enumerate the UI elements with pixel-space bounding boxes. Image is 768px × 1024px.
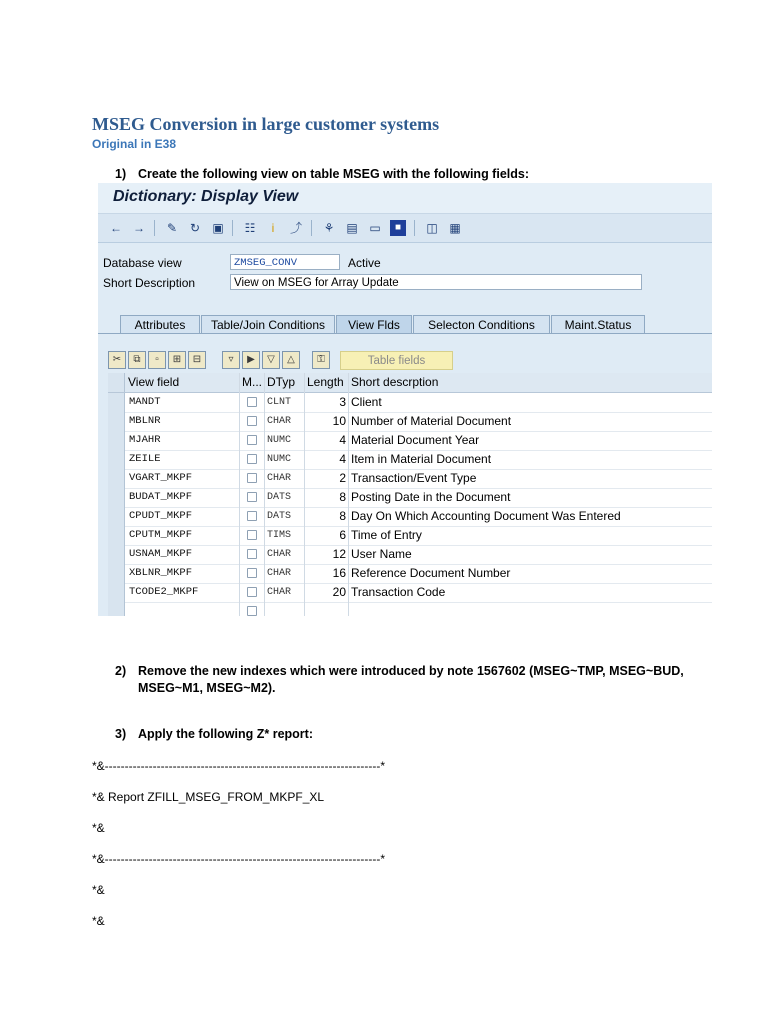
column-divider bbox=[348, 373, 349, 616]
maintenance-checkbox[interactable] bbox=[247, 530, 257, 540]
column-divider bbox=[304, 373, 305, 616]
maintenance-checkbox[interactable] bbox=[247, 473, 257, 483]
step-number: 1) bbox=[115, 167, 127, 181]
window-title: Dictionary: Display View bbox=[113, 188, 299, 205]
table-row[interactable] bbox=[108, 393, 712, 413]
view-field-cell[interactable] bbox=[125, 602, 239, 616]
object-icon[interactable]: ▣ bbox=[212, 221, 224, 235]
data-type-cell: CHAR bbox=[267, 549, 292, 560]
short-description-field[interactable]: View on MSEG for Array Update bbox=[230, 274, 642, 290]
length-cell: 4 bbox=[339, 452, 346, 466]
maintenance-checkbox[interactable] bbox=[247, 511, 257, 521]
length-cell: 4 bbox=[339, 433, 346, 447]
back-arrow-icon[interactable]: ← bbox=[110, 221, 122, 235]
table-row[interactable] bbox=[108, 469, 712, 489]
code-line: *& Report ZFILL_MSEG_FROM_MKPF_XL bbox=[92, 790, 325, 804]
view-field-cell[interactable]: MANDT bbox=[129, 396, 161, 408]
application-toolbar bbox=[98, 214, 712, 243]
toolbar-separator bbox=[414, 220, 415, 236]
table-row[interactable] bbox=[108, 583, 712, 603]
view-field-cell[interactable]: ZEILE bbox=[129, 453, 161, 465]
length-cell: 8 bbox=[339, 509, 346, 523]
data-type-cell: CLNT bbox=[267, 397, 292, 408]
copy-icon[interactable]: ⧉ bbox=[128, 351, 146, 369]
window-title-bar bbox=[98, 183, 712, 214]
table-row[interactable] bbox=[108, 450, 712, 470]
column-divider bbox=[239, 373, 240, 616]
grid-header bbox=[108, 373, 712, 393]
document-subtitle: Original in E38 bbox=[92, 137, 177, 151]
row-selector[interactable] bbox=[108, 583, 125, 602]
edit-icon[interactable]: ✎ bbox=[166, 221, 178, 235]
sap-view-screenshot bbox=[98, 183, 712, 616]
view-status: Active bbox=[348, 256, 381, 270]
short-description-cell: Client bbox=[351, 395, 382, 409]
select-all-cell[interactable] bbox=[108, 373, 125, 392]
length-cell: 3 bbox=[339, 395, 346, 409]
tab-table-join-conditions[interactable]: Table/Join Conditions bbox=[201, 315, 335, 334]
column-header-m[interactable]: M... bbox=[242, 375, 262, 389]
table-row[interactable] bbox=[108, 545, 712, 565]
maintenance-checkbox[interactable] bbox=[247, 435, 257, 445]
insert-row-icon[interactable]: ⊞ bbox=[168, 351, 186, 369]
toolbar-separator bbox=[311, 220, 312, 236]
table-icon[interactable]: ▦ bbox=[449, 221, 461, 235]
data-type-cell: CHAR bbox=[267, 568, 292, 579]
hierarchy-icon[interactable]: ☷ bbox=[244, 221, 256, 235]
row-selector[interactable] bbox=[108, 545, 125, 564]
step-number: 2) bbox=[115, 664, 127, 678]
short-description-cell bbox=[348, 602, 712, 616]
tab-selection-conditions[interactable]: Selecton Conditions bbox=[413, 315, 550, 334]
print-icon[interactable]: ▤ bbox=[346, 221, 358, 235]
database-view-field[interactable]: ZMSEG_CONV bbox=[230, 254, 340, 270]
expand-icon[interactable]: ▶ bbox=[242, 351, 260, 369]
step-3 bbox=[115, 726, 715, 743]
row-selector[interactable] bbox=[108, 412, 125, 431]
short-description-cell: Item in Material Document bbox=[351, 452, 492, 466]
data-type-cell bbox=[264, 602, 304, 616]
display-icon[interactable]: ▭ bbox=[369, 221, 381, 235]
view-field-cell[interactable]: XBLNR_MKPF bbox=[129, 567, 193, 579]
column-header-short-description[interactable]: Short descrption bbox=[351, 375, 439, 389]
maintenance-checkbox[interactable] bbox=[247, 587, 257, 597]
row-selector[interactable] bbox=[108, 393, 125, 412]
data-type-cell: CHAR bbox=[267, 587, 292, 598]
cut-icon[interactable]: ✂ bbox=[108, 351, 126, 369]
view-fields-grid bbox=[108, 373, 712, 616]
tab-strip-border bbox=[98, 333, 712, 334]
data-type-cell: DATS bbox=[267, 492, 292, 503]
where-used-icon[interactable]: ⤴ bbox=[289, 221, 302, 235]
data-type-cell: CHAR bbox=[267, 416, 292, 427]
short-description-cell: Transaction/Event Type bbox=[351, 471, 477, 485]
filter-icon[interactable]: ▽ bbox=[262, 351, 280, 369]
code-line: *& bbox=[92, 883, 105, 897]
table-fields-button[interactable]: Table fields bbox=[340, 351, 453, 370]
view-field-cell[interactable]: VGART_MKPF bbox=[129, 472, 193, 484]
length-cell: 10 bbox=[332, 414, 346, 428]
maintenance-checkbox[interactable] bbox=[247, 606, 257, 616]
step-text: Create the following view on table MSEG with the following fields: bbox=[138, 167, 529, 181]
row-selector[interactable] bbox=[108, 507, 125, 526]
toolbar-separator bbox=[232, 220, 233, 236]
short-description-cell: User Name bbox=[351, 547, 412, 561]
row-selector[interactable] bbox=[108, 450, 125, 469]
table-row[interactable] bbox=[108, 526, 712, 546]
document-title: MSEG Conversion in large customer systems bbox=[92, 114, 440, 134]
short-description-cell: Day On Which Accounting Document Was Entered bbox=[351, 509, 621, 523]
short-description-cell: Posting Date in the Document bbox=[351, 490, 511, 504]
tab-strip bbox=[98, 313, 712, 335]
maintenance-checkbox[interactable] bbox=[247, 549, 257, 559]
maintenance-checkbox[interactable] bbox=[247, 454, 257, 464]
table-row[interactable] bbox=[108, 602, 712, 616]
row-selector[interactable] bbox=[108, 602, 125, 616]
column-header-view-field[interactable]: View field bbox=[128, 375, 180, 389]
data-type-cell: DATS bbox=[267, 511, 292, 522]
code-line: *& bbox=[92, 821, 105, 835]
short-description-cell: Time of Entry bbox=[351, 528, 422, 542]
key-icon[interactable]: ⚿ bbox=[312, 351, 330, 369]
view-field-cell[interactable]: MBLNR bbox=[129, 415, 161, 427]
length-cell: 6 bbox=[339, 528, 346, 542]
length-cell: 8 bbox=[339, 490, 346, 504]
view-field-cell[interactable]: CPUTM_MKPF bbox=[129, 529, 193, 541]
step-text-line-2: MSEG~M1, MSEG~M2). bbox=[138, 681, 276, 695]
view-field-cell[interactable]: BUDAT_MKPF bbox=[129, 491, 193, 503]
database-view-label: Database view bbox=[103, 256, 182, 270]
length-cell: 20 bbox=[332, 585, 346, 599]
toolbar-separator bbox=[154, 220, 155, 236]
length-cell: 12 bbox=[332, 547, 346, 561]
table-row[interactable] bbox=[108, 564, 712, 584]
step-text-line-1: Remove the new indexes which were introduced by note 1567602 (MSEG~TMP, MSEG~BUD, bbox=[138, 664, 684, 678]
short-description-cell: Number of Material Document bbox=[351, 414, 512, 428]
view-field-cell[interactable]: TCODE2_MKPF bbox=[129, 586, 199, 598]
table-row[interactable] bbox=[108, 412, 712, 432]
data-type-cell: TIMS bbox=[267, 530, 292, 541]
delete-row-icon[interactable]: ⊟ bbox=[188, 351, 206, 369]
sort-down-icon[interactable]: ▿ bbox=[222, 351, 240, 369]
row-selector[interactable] bbox=[108, 526, 125, 545]
row-selector[interactable] bbox=[108, 469, 125, 488]
column-header-dtyp[interactable]: DTyp bbox=[267, 375, 296, 389]
paste-icon[interactable]: ▫ bbox=[148, 351, 166, 369]
tab-attributes[interactable]: Attributes bbox=[120, 315, 200, 334]
tab-view-fields[interactable]: View Flds bbox=[336, 315, 412, 334]
length-cell bbox=[304, 602, 348, 616]
step-2 bbox=[115, 663, 735, 697]
maintenance-checkbox[interactable] bbox=[247, 416, 257, 426]
maintenance-checkbox[interactable] bbox=[247, 568, 257, 578]
data-type-cell: CHAR bbox=[267, 473, 292, 484]
short-description-label: Short Description bbox=[103, 276, 196, 290]
maintenance-checkbox[interactable] bbox=[247, 492, 257, 502]
step-number: 3) bbox=[115, 727, 127, 741]
table-row[interactable] bbox=[108, 488, 712, 508]
code-line: *& bbox=[92, 914, 105, 928]
short-description-cell: Reference Document Number bbox=[351, 566, 511, 580]
forward-arrow-icon[interactable]: → bbox=[133, 221, 145, 235]
sort-up-icon[interactable]: △ bbox=[282, 351, 300, 369]
short-description-cell: Transaction Code bbox=[351, 585, 446, 599]
maintenance-checkbox[interactable] bbox=[247, 397, 257, 407]
step-text: Apply the following Z* report: bbox=[138, 727, 313, 741]
row-selector[interactable] bbox=[108, 488, 125, 507]
length-cell: 2 bbox=[339, 471, 346, 485]
code-line: *&---------------------------------------------------------------------* bbox=[92, 852, 386, 866]
code-line: *&---------------------------------------------------------------------* bbox=[92, 759, 386, 773]
step-1 bbox=[115, 166, 715, 183]
column-divider bbox=[264, 373, 265, 616]
view-field-cell[interactable]: USNAM_MKPF bbox=[129, 548, 193, 560]
view-field-cell[interactable]: CPUDT_MKPF bbox=[129, 510, 193, 522]
data-type-cell: NUMC bbox=[267, 454, 292, 465]
row-selector[interactable] bbox=[108, 431, 125, 450]
toggle-icon[interactable]: ↻ bbox=[189, 221, 201, 235]
data-type-cell: NUMC bbox=[267, 435, 292, 446]
tree-icon[interactable]: ⚘ bbox=[323, 221, 335, 235]
tab-maint-status[interactable]: Maint.Status bbox=[551, 315, 645, 334]
save-icon[interactable]: ■ bbox=[390, 220, 406, 236]
layout-icon[interactable]: ◫ bbox=[426, 221, 438, 235]
view-field-cell[interactable]: MJAHR bbox=[129, 434, 161, 446]
table-row[interactable] bbox=[108, 507, 712, 527]
row-selector[interactable] bbox=[108, 564, 125, 583]
short-description-cell: Material Document Year bbox=[351, 433, 480, 447]
column-header-length[interactable]: Length bbox=[307, 375, 344, 389]
table-row[interactable] bbox=[108, 431, 712, 451]
length-cell: 16 bbox=[332, 566, 346, 580]
info-icon[interactable]: i bbox=[271, 221, 275, 235]
